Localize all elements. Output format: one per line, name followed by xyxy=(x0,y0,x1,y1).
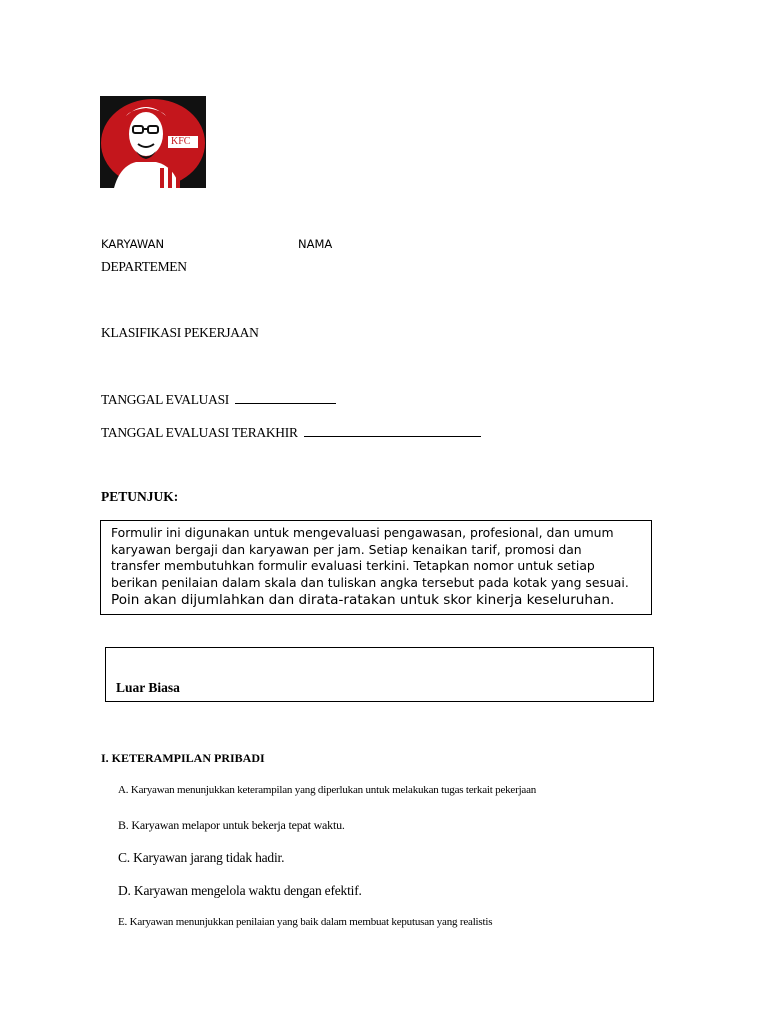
field-karyawan: KARYAWAN xyxy=(101,237,165,251)
rating-box[interactable] xyxy=(105,647,654,702)
logo-text: KFC xyxy=(171,136,191,147)
rating-label: Luar Biasa xyxy=(116,680,180,695)
section-item-b: B. Karyawan melapor untuk bekerja tepat waktu. xyxy=(118,818,345,832)
section-item-e: E. Karyawan menunjukkan penilaian yang baik dalam membuat keputusan yang realistis xyxy=(118,916,493,928)
section-item-c: C. Karyawan jarang tidak hadir. xyxy=(118,850,285,865)
instruction-line: transfer membutuhkan formulir evaluasi terkini. Tetapkan nomor untuk setiap xyxy=(111,558,595,573)
section-title: I. KETERAMPILAN PRIBADI xyxy=(101,751,265,765)
instructions-box xyxy=(100,520,652,615)
instruction-line: Formulir ini digunakan untuk mengevaluasi pengawasan, profesional, dan umum xyxy=(111,525,614,540)
kfc-logo xyxy=(100,96,206,188)
tanggal-evaluasi-terakhir-label: TANGGAL EVALUASI TERAKHIR xyxy=(101,425,298,440)
instruction-line: berikan penilaian dalam skala dan tuliskan angka tersebut pada kotak yang sesuai. xyxy=(111,574,629,590)
field-departemen: DEPARTEMEN xyxy=(101,259,187,274)
section-item-d: D. Karyawan mengelola waktu dengan efektif. xyxy=(118,883,362,898)
tanggal-evaluasi-terakhir-input[interactable] xyxy=(304,424,481,437)
instruction-line: Poin akan dijumlahkan dan dirata-ratakan untuk skor kinerja keseluruhan. xyxy=(111,592,615,608)
petunjuk-heading: PETUNJUK: xyxy=(101,489,179,504)
tanggal-evaluasi-input[interactable] xyxy=(235,391,336,404)
instruction-line: karyawan bergaji dan karyawan per jam. Setiap kenaikan tarif, promosi dan xyxy=(111,541,582,557)
tanggal-evaluasi-terakhir-row xyxy=(101,424,481,442)
tanggal-evaluasi-label: TANGGAL EVALUASI xyxy=(101,392,229,407)
section-item-a: A. Karyawan menunjukkan keterampilan yang diperlukan untuk melakukan tugas terkait pekerjaan xyxy=(118,784,537,796)
field-nama: NAMA xyxy=(298,237,333,251)
tanggal-evaluasi-row xyxy=(101,391,336,409)
field-klasifikasi: KLASIFIKASI PEKERJAAN xyxy=(101,325,259,340)
